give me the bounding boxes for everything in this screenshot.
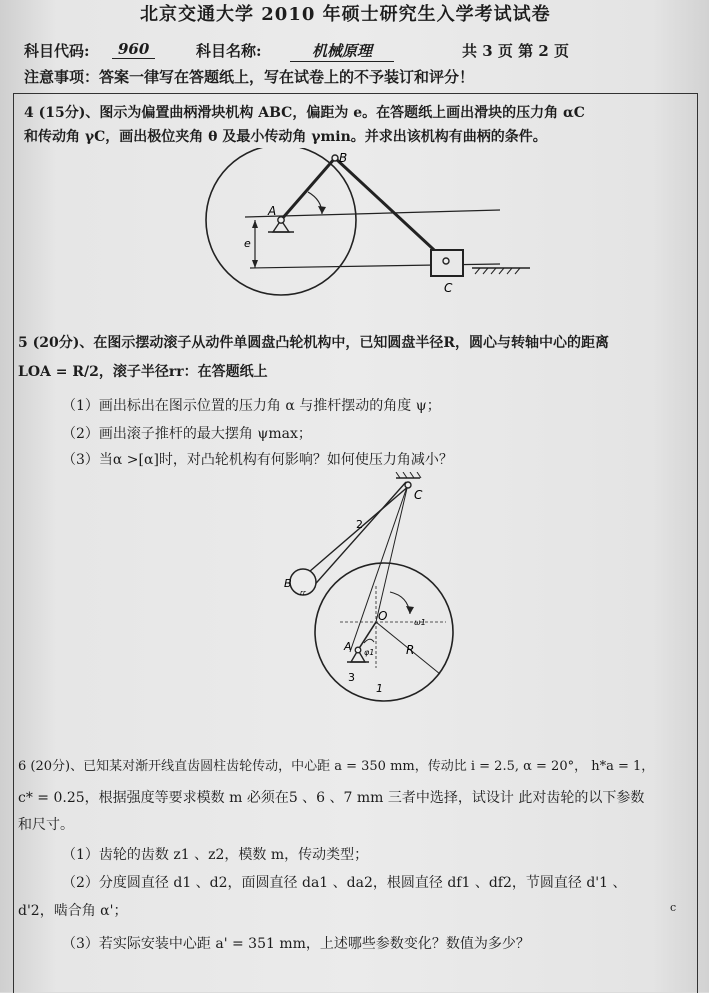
stray-mark: c xyxy=(670,901,677,914)
label-e: e xyxy=(244,237,251,250)
q6-text-line3: 和尺寸。 xyxy=(18,817,74,833)
label-A: A xyxy=(268,204,277,218)
joint-B xyxy=(332,155,338,161)
q6-item-3: （3）若实际安装中心距 a' = 351 mm，上述哪些参数变化？数值为多少？ xyxy=(62,936,530,952)
q5-text-line1: 5 (20分)、在图示摆动滚子从动件单圆盘凸轮机构中，已知圆盘半径R，圆心与转轴中心的距离 xyxy=(18,335,609,351)
subject-code-label: 科目代码: xyxy=(24,42,90,60)
exam-title: 北京交通大学 2010 年硕士研究生入学考试试卷 xyxy=(140,4,551,25)
line-AO xyxy=(358,622,376,650)
label-R: R xyxy=(406,643,415,657)
label-B: B xyxy=(284,577,292,590)
label-rr: rr xyxy=(300,589,306,597)
q6-item-2-cont: d'2，啮合角 α'； xyxy=(18,903,128,919)
q4-text-line2: 和传动角 γC，画出极位夹角 θ 及最小传动角 γmin。并求出该机构有曲柄的条件。 xyxy=(24,129,547,145)
q5-item-1: （1）画出标出在图示位置的压力角 α 与推杆摆动的角度 ψ； xyxy=(62,398,441,414)
subject-name-label: 科目名称: xyxy=(196,42,262,60)
q5-item-3: （3）当α >[α]时，对凸轮机构有何影响？如何使压力角减小？ xyxy=(62,452,453,468)
subject-code-value: 960 xyxy=(112,40,155,59)
q5-text-line2: LOA = R/2，滚子半径rr：在答题纸上 xyxy=(18,364,268,380)
q4-text-line1: 4 (15分)、图示为偏置曲柄滑块机构 ABC，偏距为 e。在答题纸上画出滑块的压力角 αC xyxy=(24,105,585,121)
notice: 注意事项：答案一律写在答题纸上，写在试卷上的不予装订和评分！ xyxy=(24,68,475,86)
page-info: 共 3 页 第 2 页 xyxy=(462,42,569,60)
pivot-C xyxy=(405,482,411,488)
q6-item-1: （1）齿轮的齿数 z1 、z2，模数 m，传动类型； xyxy=(62,847,369,863)
q6-text-line2: c* = 0.25，根据强度等要求模数 m 必须在5 、6 、7 mm 三者中选择，试设计 此对齿轮的以下参数 xyxy=(18,790,645,806)
omega-arrow xyxy=(390,592,410,614)
q6-text-line1: 6 (20分)、已知某对渐开线直齿圆柱齿轮传动，中心距 a = 350 mm，传动比 i = 2.5, α = 20°， h*a = 1， xyxy=(18,759,655,774)
follower-arm-lower xyxy=(310,482,406,590)
slider-crank-figure xyxy=(200,148,540,320)
crank-AB xyxy=(281,158,335,220)
label-1: 1 xyxy=(376,682,383,695)
subject-name-value: 机械原理 xyxy=(290,40,394,62)
label-B: B xyxy=(339,151,348,165)
line-CO xyxy=(376,484,408,622)
q6-item-2: （2）分度圆直径 d1 、d2，面圆直径 da1 、da2，根圆直径 df1 、df2，节圆直径 d'1 、 xyxy=(62,875,627,891)
label-omega: ω1 xyxy=(414,618,426,627)
label-C: C xyxy=(414,488,423,502)
q5-item-2: （2）画出滚子推杆的最大摆角 ψmax； xyxy=(62,426,312,442)
rotation-arrow xyxy=(308,192,322,214)
slider-guide-hatch xyxy=(475,268,520,274)
cam-disc xyxy=(315,563,453,701)
cam-mechanism-figure xyxy=(270,472,480,702)
label-A: A xyxy=(344,640,352,653)
label-3: 3 xyxy=(348,671,355,684)
label-phi: φ1 xyxy=(364,648,375,657)
label-O: O xyxy=(378,609,388,623)
label-2: 2 xyxy=(356,518,363,531)
label-C: C xyxy=(444,281,453,295)
joint-A xyxy=(278,217,284,223)
